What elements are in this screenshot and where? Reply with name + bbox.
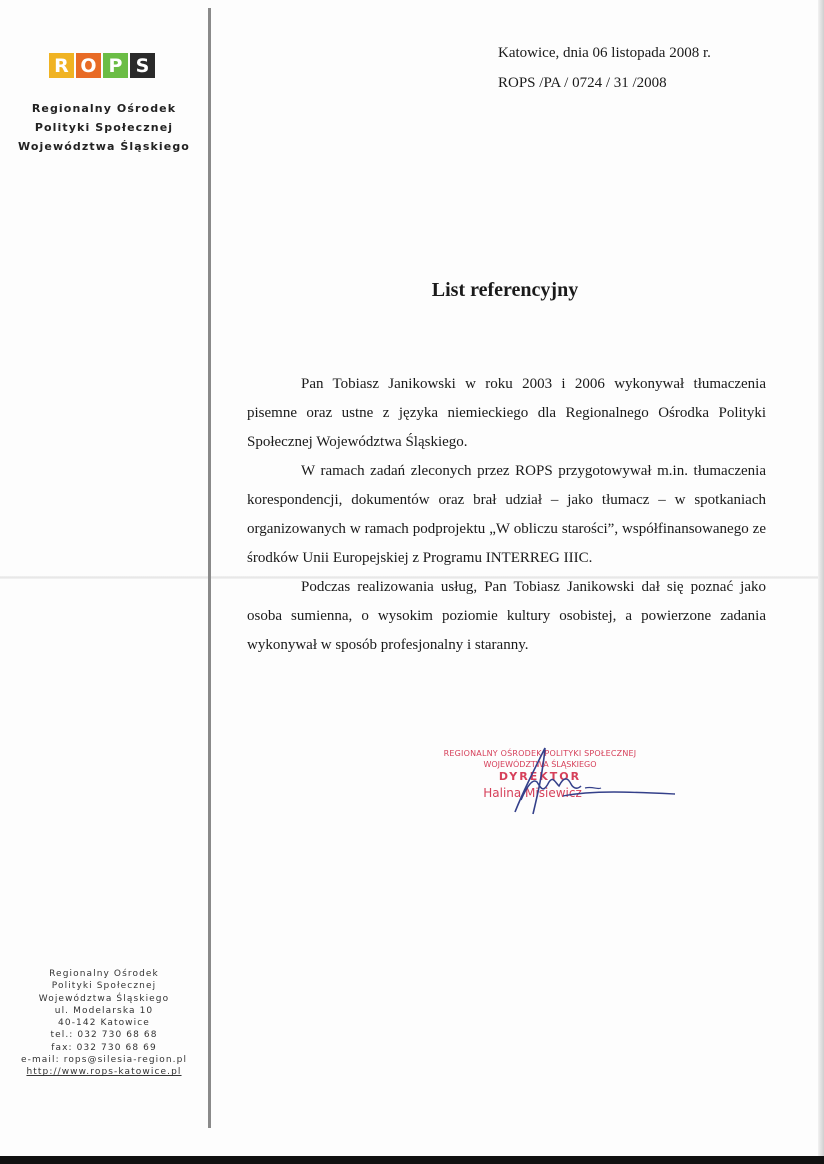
footer-name-line: Województwa Śląskiego xyxy=(38,993,170,1004)
org-header-line: Województwa Śląskiego xyxy=(18,140,190,153)
footer-contact xyxy=(10,968,198,1079)
org-header-line: Polityki Społecznej xyxy=(34,121,174,134)
date-line: Katowice, dnia 06 listopada 2008 r. xyxy=(498,45,711,61)
letter-body xyxy=(247,370,766,660)
letter-title: List referencyjny xyxy=(431,279,579,301)
footer-fax: fax: 032 730 68 69 xyxy=(51,1042,157,1053)
organization-header xyxy=(10,99,198,156)
org-header-line: Regionalny Ośrodek xyxy=(31,102,177,115)
logo-tile-o: O xyxy=(76,53,101,78)
footer-name-line: Polityki Społecznej xyxy=(51,981,157,992)
scan-edge-shadow xyxy=(818,0,824,1164)
footer-city: 40-142 Katowice xyxy=(58,1018,150,1029)
body-paragraph: Podczas realizowania usług, Pan Tobiasz Janikowski dał się poznać jako osoba sumienna, o wysokim poziomie kultury osobistej, a powierzone zadania wykonywał w sposób profesjonalny i staranny. xyxy=(247,579,766,653)
stamp-org-line: REGIONALNY OŚRODEK POLITYKI SPOŁECZNEJ xyxy=(443,749,637,758)
handwritten-signature xyxy=(493,742,683,822)
footer-tel: tel.: 032 730 68 68 xyxy=(50,1030,158,1041)
footer-street: ul. Modelarska 10 xyxy=(54,1005,154,1016)
stamp-role: DYREKTOR xyxy=(498,770,582,783)
rops-logo xyxy=(49,53,155,78)
logo-tile-r: R xyxy=(49,53,74,78)
footer-website-link[interactable]: http://www.rops-katowice.pl xyxy=(26,1067,182,1078)
footer-name-line: Regionalny Ośrodek xyxy=(49,969,159,979)
body-paragraph: W ramach zadań zleconych przez ROPS przygotowywał m.in. tłumaczenia korespondencji, dokumentów oraz brał udział – jako tłumacz – w spotkaniach organizowanych w ramach podprojektu „W obliczu starości”, współfinansowanego ze środków Unii Europejskiej z Programu INTERREG IIIC. xyxy=(247,463,766,566)
scan-bottom-edge xyxy=(0,1156,824,1164)
logo-tile-p: P xyxy=(103,53,128,78)
reference-number: ROPS /PA / 0724 / 31 /2008 xyxy=(498,75,667,91)
body-paragraph: Pan Tobiasz Janikowski w roku 2003 i 2006 wykonywał tłumaczenia pisemne oraz ustne z języka niemieckiego dla Regionalnego Ośrodka Polityki Społecznej Województwa Śląskiego. xyxy=(247,376,766,450)
footer-email: e-mail: rops@silesia-region.pl xyxy=(20,1055,188,1066)
stamp-region-line: WOJEWÓDZTWA ŚLĄSKIEGO xyxy=(483,760,597,769)
logo-tile-s: S xyxy=(130,53,155,78)
stamp-name: Halina Misiewicz xyxy=(483,786,582,800)
margin-divider xyxy=(208,8,211,1128)
